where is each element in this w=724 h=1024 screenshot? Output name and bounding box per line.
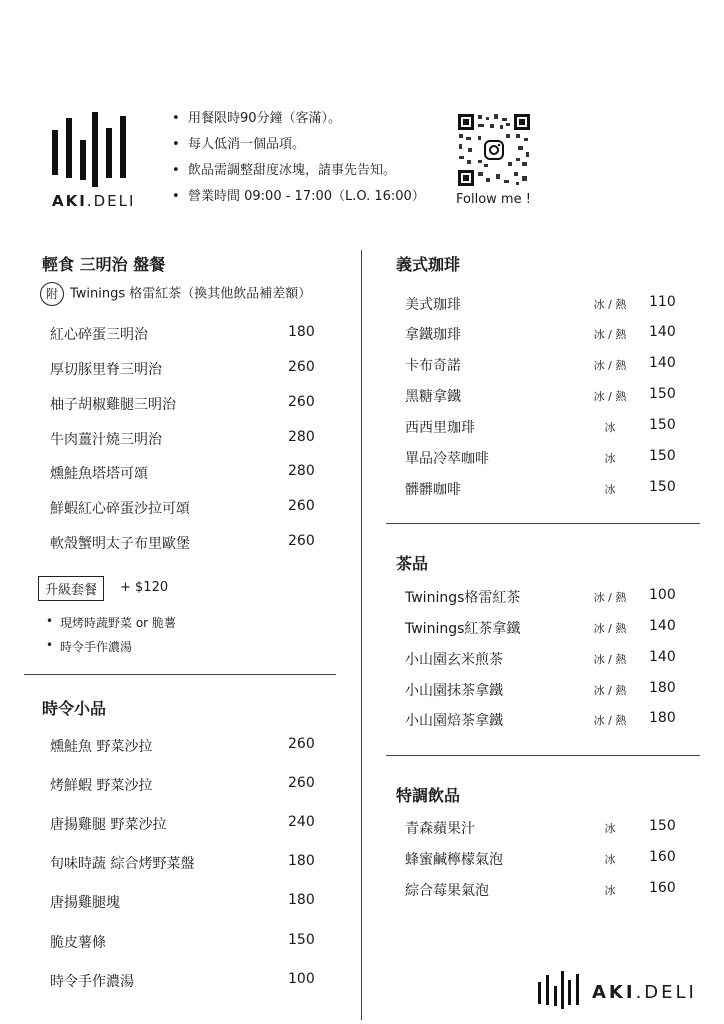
upgrade-item: • 現烤時蔬野菜 or 脆薯 xyxy=(60,614,176,631)
menu-item: Twinings格雷紅茶 冰 / 熱 100 xyxy=(405,587,676,606)
menu-item: 唐揚雞腿塊 180 xyxy=(50,892,315,911)
menu-item: 烤鮮蝦 野菜沙拉 260 xyxy=(50,775,315,794)
note-item: • 飲品需調整甜度冰塊，請事先告知。 xyxy=(170,160,425,186)
section-title-special: 特調飲品 xyxy=(396,786,461,805)
upgrade-item: • 時令手作濃湯 xyxy=(60,638,132,655)
menu-item: 燻鮭魚 野菜沙拉 260 xyxy=(50,736,315,755)
footer-brand-name: AKI.DELI xyxy=(592,982,697,1003)
menu-item: 青森蘋果汁 冰 150 xyxy=(405,818,676,837)
notes-list xyxy=(170,108,425,212)
menu-item: 蜂蜜鹹檸檬氣泡 冰 160 xyxy=(405,849,676,868)
note-item: • 每人低消一個品項。 xyxy=(170,134,425,160)
menu-item: 燻鮭魚塔塔可頌 280 xyxy=(50,463,315,482)
instagram-qr-code[interactable] xyxy=(456,112,532,188)
menu-item: 拿鐵珈琲 冰 / 熱 140 xyxy=(405,324,676,343)
brand-logo-icon xyxy=(52,110,132,190)
menu-item: Twinings紅茶拿鐵 冰 / 熱 140 xyxy=(405,618,676,637)
section-title-tea: 茶品 xyxy=(396,554,429,573)
menu-item: 牛肉薑汁燒三明治 280 xyxy=(50,429,315,448)
upgrade-set-label: 升級套餐 xyxy=(38,576,104,601)
menu-item: 單品冷萃咖啡 冰 150 xyxy=(405,448,676,467)
menu-item: 軟殼蟹明太子布里歐堡 260 xyxy=(50,533,315,552)
upgrade-set-price: + $120 xyxy=(120,580,169,595)
section-title-seasonal: 時令小品 xyxy=(42,699,107,718)
column-divider xyxy=(361,250,362,1020)
menu-item: 旬味時蔬 綜合烤野菜盤 180 xyxy=(50,853,315,872)
menu-item: 唐揚雞腿 野菜沙拉 240 xyxy=(50,814,315,833)
menu-item: 時令手作濃湯 100 xyxy=(50,971,315,990)
brand-name: AKI.DELI xyxy=(52,192,136,210)
section-divider xyxy=(24,674,336,675)
menu-item: 柚子胡椒雞腿三明治 260 xyxy=(50,394,315,413)
section-title-coffee: 義式珈琲 xyxy=(396,255,461,274)
free-drink-note xyxy=(40,282,311,306)
section-title-sandwich: 輕食 三明治 盤餐 xyxy=(42,255,166,274)
menu-item: 小山園抹茶拿鐵 冰 / 熱 180 xyxy=(405,680,676,699)
menu-item: 髒髒咖啡 冰 150 xyxy=(405,479,676,498)
free-badge: 附 xyxy=(40,282,64,306)
footer-logo-icon xyxy=(538,970,582,1010)
note-item: • 用餐限時90分鐘（客滿）。 xyxy=(170,108,425,134)
free-drink-text: Twinings 格雷紅茶（換其他飲品補差額） xyxy=(70,286,312,302)
menu-item: 脆皮薯條 150 xyxy=(50,932,315,951)
menu-item: 紅心碎蛋三明治 180 xyxy=(50,324,315,343)
menu-item: 綜合莓果氣泡 冰 160 xyxy=(405,880,676,899)
menu-item: 黑糖拿鐵 冰 / 熱 150 xyxy=(405,386,676,405)
menu-item: 鮮蝦紅心碎蛋沙拉可頌 260 xyxy=(50,498,315,517)
menu-item: 美式珈琲 冰 / 熱 110 xyxy=(405,294,676,313)
section-divider xyxy=(386,755,700,756)
section-divider xyxy=(386,523,700,524)
menu-item: 小山園玄米煎茶 冰 / 熱 140 xyxy=(405,649,676,668)
menu-item: 小山園焙茶拿鐵 冰 / 熱 180 xyxy=(405,710,676,729)
menu-item: 厚切豚里脊三明治 260 xyxy=(50,359,315,378)
follow-me-label: Follow me ! xyxy=(456,192,531,207)
menu-item: 西西里珈琲 冰 150 xyxy=(405,417,676,436)
note-item: • 營業時間 09:00 - 17:00（L.O. 16:00） xyxy=(170,186,425,212)
menu-item: 卡布奇諾 冰 / 熱 140 xyxy=(405,355,676,374)
